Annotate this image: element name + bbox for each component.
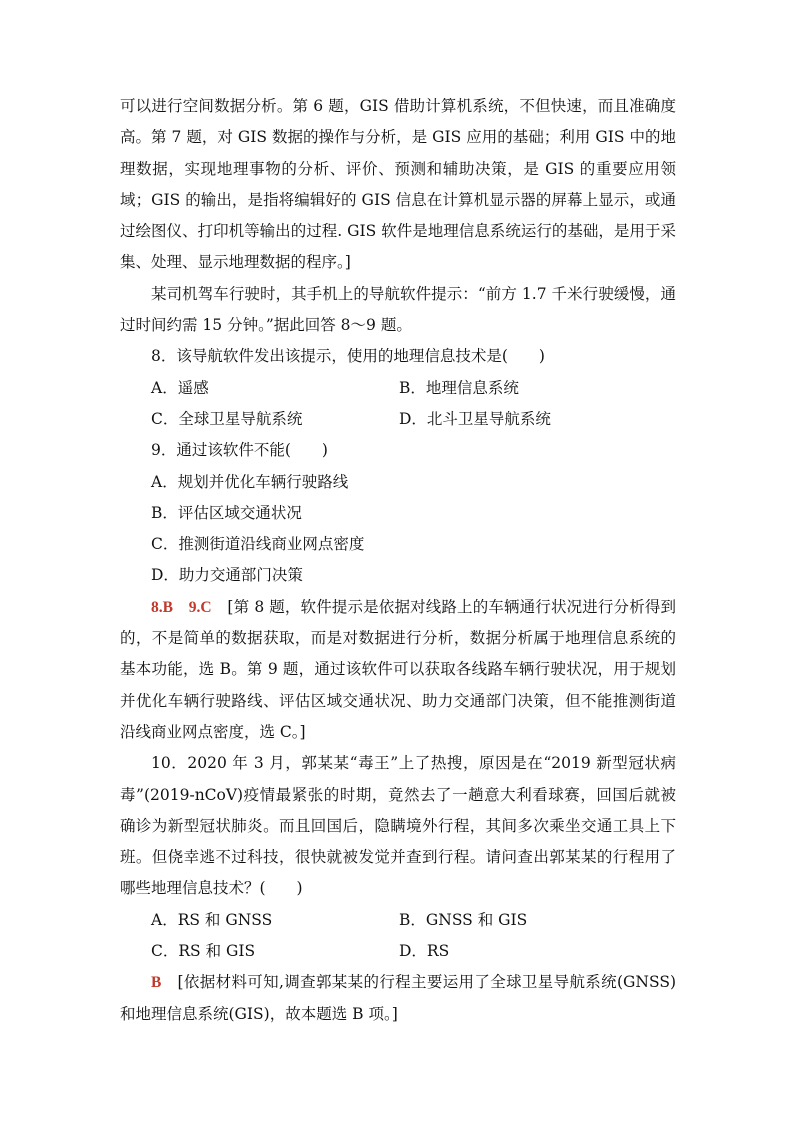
q9-option-b: B．评估区域交通状况: [151, 503, 302, 522]
answer-8-9-block: [120, 592, 676, 748]
q9-option-d: D．助力交通部门决策: [151, 566, 303, 585]
q8-option-c: C．全球卫星导航系统: [151, 409, 303, 428]
prev-explanation: 可以进行空间数据分析。第 6 题，GIS 借助计算机系统，不但快速，而且准确度高。第 7 题，对 GIS 数据的操作与分析，是 GIS 应用的基础；利用 GIS 中的地理数据，实现地理事物的分析、评价、预测和辅助决策，是 GIS 的重要应用领域；GIS 的输出，是指将编辑好的 GIS 信息在计算机显示器的屏幕上显示，或通过绘图仪、打印机等输出的过程. GIS 软件是地理信息系统运行的基础，是用于采集、处理、显示地理数据的程序。]: [120, 97, 676, 272]
q8-option-a: A．遥感: [151, 378, 209, 397]
q10-stem: 10．2020 年 3 月，郭某某“毒王”上了热搜，原因是在“2019 新型冠状病毒”(2019-nCoV)疫情最紧张的时期，竟然去了一趟意大利看球赛，回国后就被确诊为新型冠状肺炎。而且回国后，隐瞒境外行程，其间多次乘坐交通工具上下班。但侥幸逃不过科技，很快就被发觉并查到行程。请问查出郭某某的行程用了哪些地理信息技术？( ): [120, 754, 676, 898]
stem-8-9: 某司机驾车行驶时，其手机上的导航软件提示：“前方 1.7 千米行驶缓慢，通过时间约需 15 分钟。”据此回答 8～9 题。: [120, 284, 676, 335]
q10-option-b: B．GNSS 和 GIS: [399, 910, 528, 929]
q8-options-row-1: [120, 373, 676, 404]
q8-options-row-2: [120, 404, 676, 435]
q10-option-d: D．RS: [399, 942, 450, 961]
answer-8-9: 8.B 9.C: [151, 598, 212, 616]
document-page: [120, 91, 676, 1030]
q10-options-row-1: [120, 905, 676, 936]
q9-stem: 9．通过该软件不能( ): [151, 441, 328, 460]
answer-10: B: [151, 974, 162, 992]
q10-option-a: A．RS 和 GNSS: [151, 910, 273, 929]
q8-stem: 8．该导航软件发出该提示，使用的地理信息技术是( ): [151, 347, 545, 366]
q8-option-d: D．北斗卫星导航系统: [399, 409, 551, 428]
q8-option-b: B．地理信息系统: [399, 378, 519, 397]
q10-option-c: C．RS 和 GIS: [151, 942, 256, 961]
answer-10-block: [120, 967, 676, 1030]
explanation-10: [依据材料可知,调查郭某某的行程主要运用了全球卫星导航系统(GNSS)和地理信息系统(GIS)，故本题选 B 项。]: [120, 973, 676, 1023]
q9-option-a: A．规划并优化车辆行驶路线: [151, 472, 349, 491]
explanation-8-9: [第 8 题，软件提示是依据对线路上的车辆通行状况进行分析得到的，不是简单的数据获取，而是对数据进行分析，数据分析属于地理信息系统的基本功能，选 B。第 9 题，通过该软件可以获取各线路车辆行驶状况，用于规划并优化车辆行驶路线、评估区域交通状况、助力交通部门决策，但不能推测街道沿线商业网点密度，选 C。]: [120, 597, 676, 741]
q9-option-c: C．推测街道沿线商业网点密度: [151, 535, 365, 554]
q10-options-row-2: [120, 936, 676, 967]
